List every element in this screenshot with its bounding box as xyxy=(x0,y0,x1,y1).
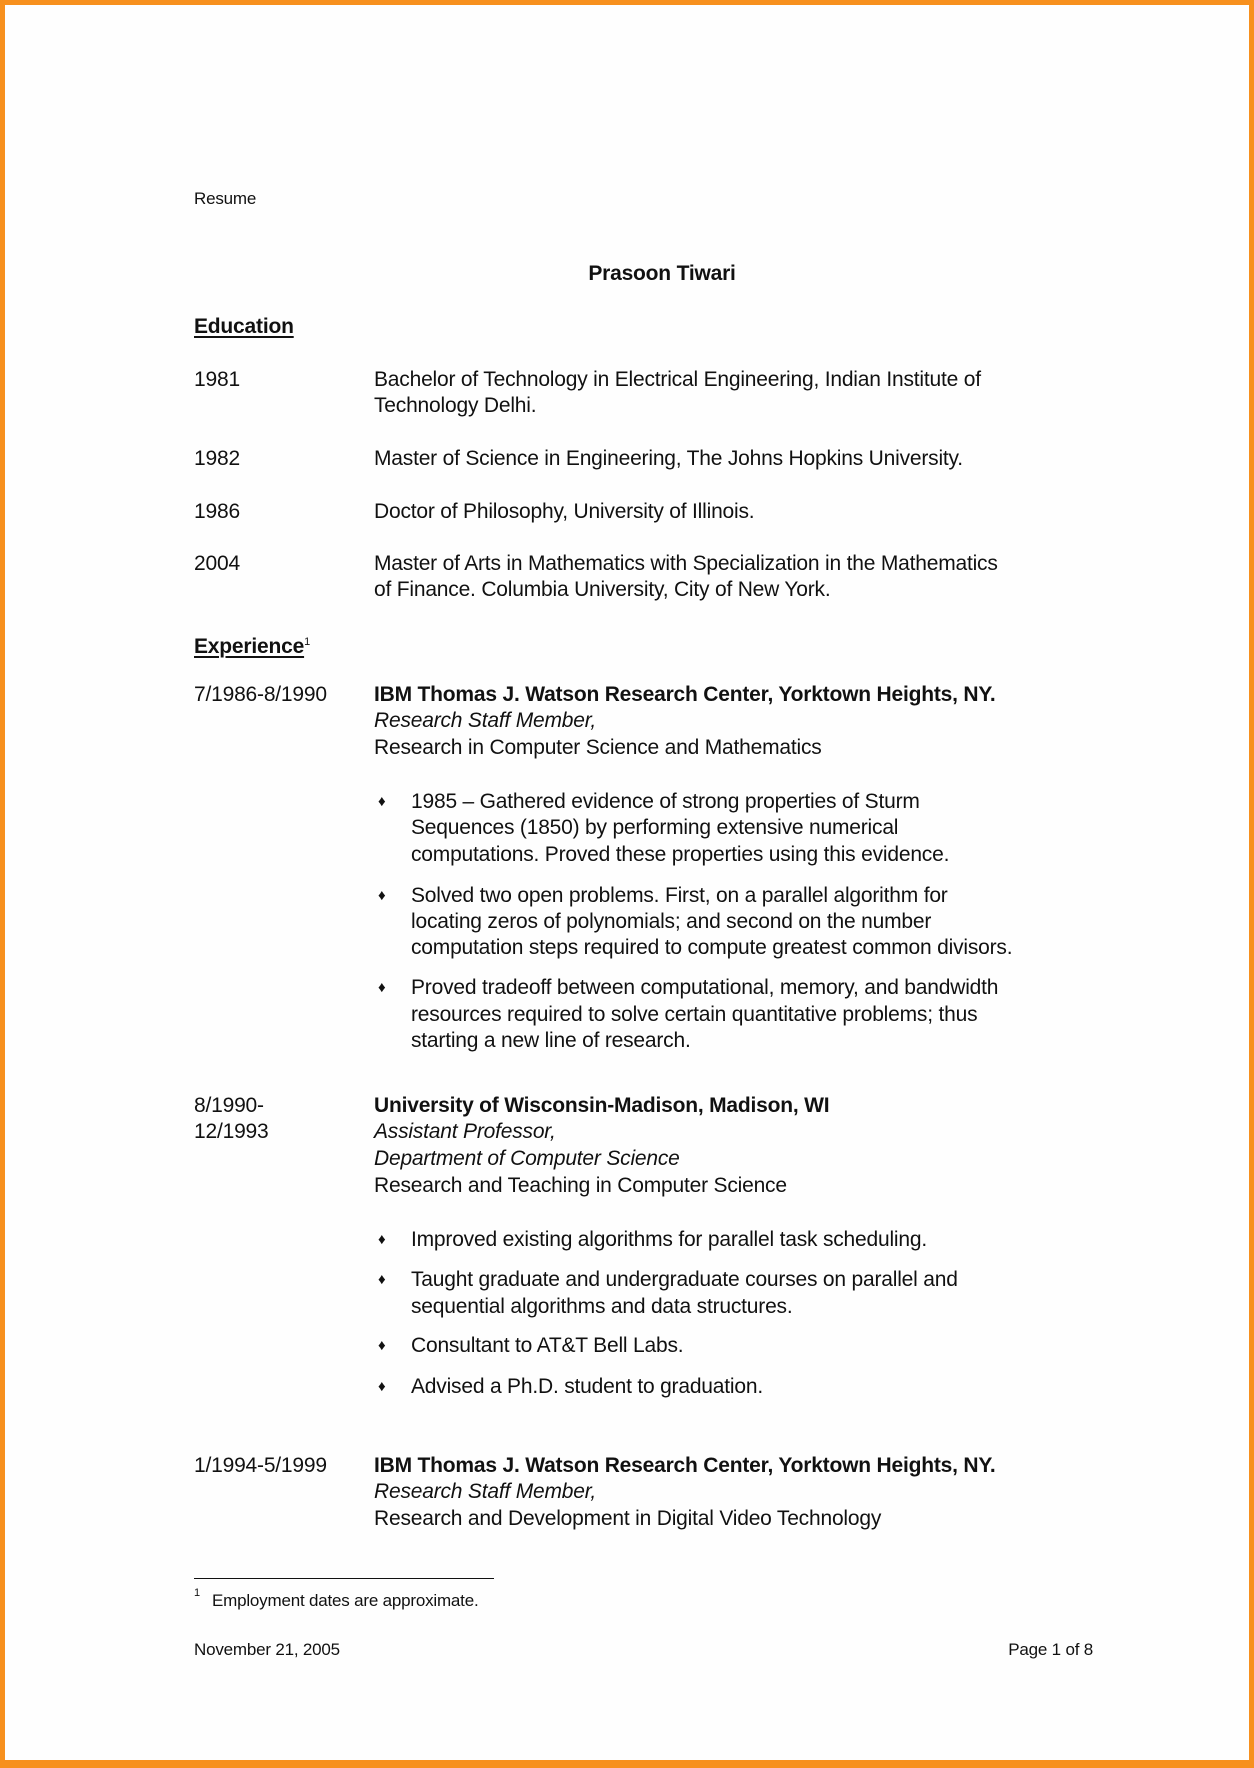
footer-date: November 21, 2005 xyxy=(194,1640,340,1659)
education-degree: Master of Science in Engineering, The Johns Hopkins University. xyxy=(374,447,963,470)
education-degree: Master of Arts in Mathematics with Specialization in the Mathematics xyxy=(374,552,998,575)
job-description: Research and Teaching in Computer Science xyxy=(374,1174,787,1197)
bullet-icon: ♦ xyxy=(378,793,386,810)
document-label: Resume xyxy=(194,189,257,208)
job-dates: 1/1994-5/1999 xyxy=(194,1454,327,1477)
bullet-icon: ♦ xyxy=(378,887,386,904)
bullet-text: Solved two open problems. First, on a parallel algorithm for xyxy=(411,884,948,907)
job-description: Research and Development in Digital Video Technology xyxy=(374,1507,882,1530)
bullet-icon: ♦ xyxy=(378,1231,386,1248)
bullet-text: computations. Proved these properties using this evidence. xyxy=(411,843,950,866)
job-employer: IBM Thomas J. Watson Research Center, Yorktown Heights, NY. xyxy=(374,683,996,706)
education-degree: Technology Delhi. xyxy=(374,394,537,417)
education-degree: of Finance. Columbia University, City of New York. xyxy=(374,578,831,601)
bullet-text: sequential algorithms and data structures. xyxy=(411,1295,793,1318)
bullet-text: Improved existing algorithms for parallel task scheduling. xyxy=(411,1228,927,1251)
education-degree: Doctor of Philosophy, University of Illinois. xyxy=(374,500,755,523)
page-title: Prasoon Tiwari xyxy=(588,262,736,285)
footnote-reference: 1 xyxy=(304,636,310,648)
bullet-icon: ♦ xyxy=(378,1337,386,1354)
job-department: Department of Computer Science xyxy=(374,1147,680,1170)
bullet-text: Advised a Ph.D. student to graduation. xyxy=(411,1375,763,1398)
experience-heading xyxy=(194,629,310,660)
job-title: Assistant Professor, xyxy=(374,1120,556,1143)
education-degree: Bachelor of Technology in Electrical Engineering, Indian Institute of xyxy=(374,368,981,391)
bullet-text: Taught graduate and undergraduate courses on parallel and xyxy=(411,1268,958,1291)
job-dates: 7/1986-8/1990 xyxy=(194,683,327,706)
job-title: Research Staff Member, xyxy=(374,1480,597,1503)
bullet-text: Sequences (1850) by performing extensive numerical xyxy=(411,816,899,839)
education-year: 1986 xyxy=(194,500,240,523)
job-title: Research Staff Member, xyxy=(374,709,597,732)
bullet-icon: ♦ xyxy=(378,979,386,996)
bullet-text: resources required to solve certain quantitative problems; thus xyxy=(411,1003,978,1026)
bullet-text: Consultant to AT&T Bell Labs. xyxy=(411,1334,684,1357)
footnote-mark: 1 xyxy=(194,1587,200,1599)
bullet-text: 1985 – Gathered evidence of strong properties of Sturm xyxy=(411,790,920,813)
job-dates: 8/1990- xyxy=(194,1094,264,1117)
education-year: 1981 xyxy=(194,368,240,391)
page-number: Page 1 of 8 xyxy=(1008,1640,1093,1659)
bullet-icon: ♦ xyxy=(378,1271,386,1288)
bullet-text: locating zeros of polynomials; and second on the number xyxy=(411,910,932,933)
experience-heading-text: Experience xyxy=(194,635,305,658)
bullet-icon: ♦ xyxy=(378,1378,386,1395)
footnote-separator xyxy=(194,1578,494,1579)
bullet-text: computation steps required to compute greatest common divisors. xyxy=(411,936,1013,959)
bullet-text: Proved tradeoff between computational, memory, and bandwidth xyxy=(411,976,999,999)
education-year: 2004 xyxy=(194,552,240,575)
job-employer: University of Wisconsin-Madison, Madison, WI xyxy=(374,1094,830,1117)
job-dates: 12/1993 xyxy=(194,1120,269,1143)
education-heading: Education xyxy=(194,315,294,338)
bullet-text: starting a new line of research. xyxy=(411,1029,691,1052)
job-employer: IBM Thomas J. Watson Research Center, Yorktown Heights, NY. xyxy=(374,1454,996,1477)
job-description: Research in Computer Science and Mathematics xyxy=(374,736,822,759)
footnote-text: Employment dates are approximate. xyxy=(212,1591,479,1610)
education-year: 1982 xyxy=(194,447,240,470)
